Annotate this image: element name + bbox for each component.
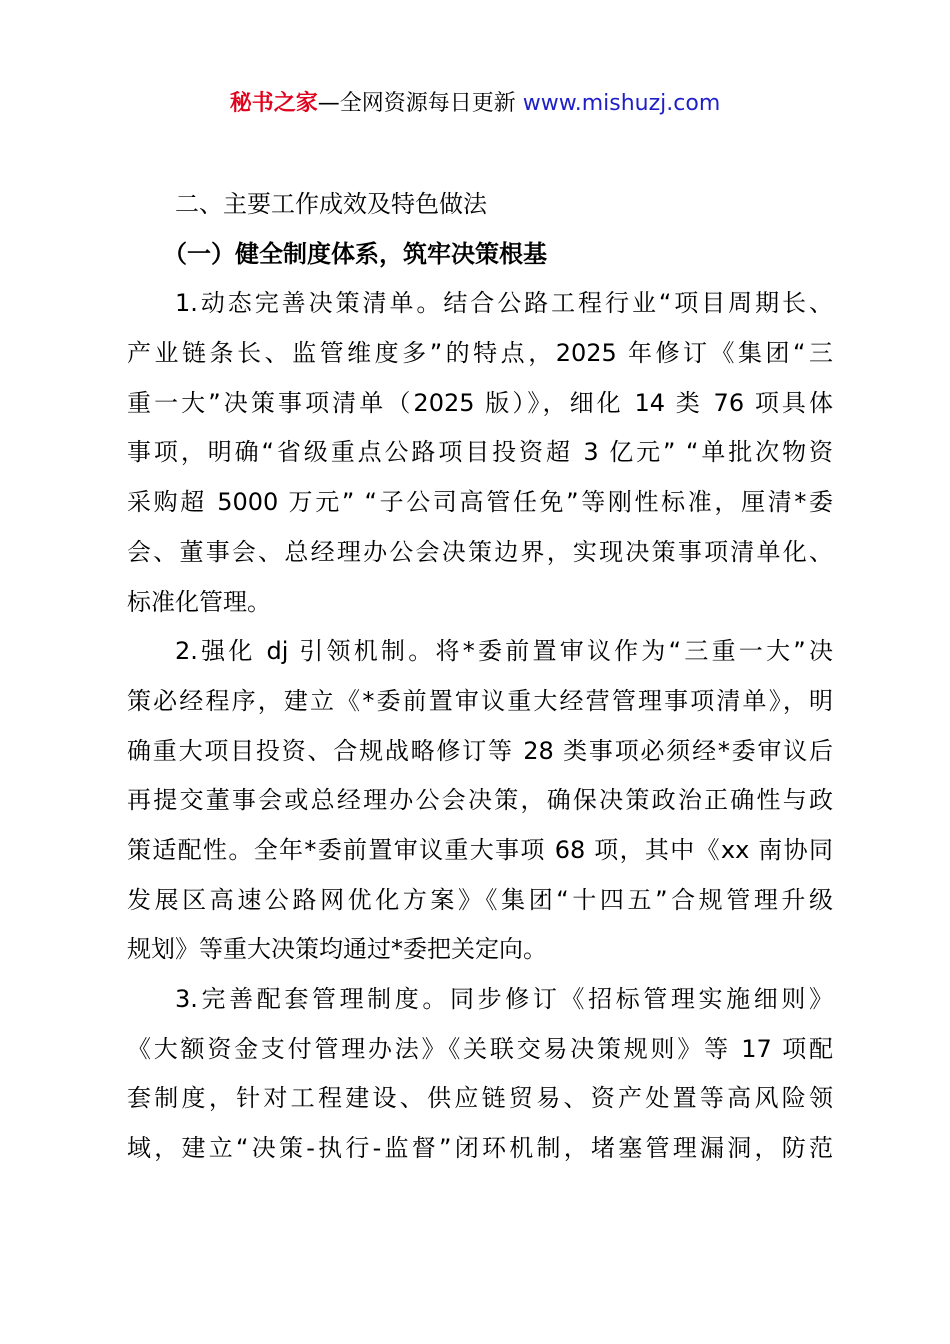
watermark-header [0,86,950,122]
paragraph-line: 标准化管理。 [127,587,271,616]
site-url[interactable]: www.mishuzj.com [522,91,721,116]
paragraph-line: 事项，明确“省级重点公路项目投资超 3 亿元” “单批次物资 [127,438,833,467]
paragraph-line: 2.强化 dj 引领机制。将*委前置审议作为“三重一大”决 [175,637,833,666]
section-heading: 二、主要工作成效及特色做法 [175,190,487,218]
paragraph-line: 策适配性。全年*委前置审议重大事项 68 项，其中《xx 南协同 [127,835,833,864]
paragraph-line: 重一大”决策事项清单（2025 版）》，细化 14 类 76 项具体 [127,388,833,417]
paragraph-line: 3.完善配套管理制度。同步修订《招标管理实施细则》 [175,985,833,1013]
paragraph-line: 规划》等重大决策均通过*委把关定向。 [127,935,547,964]
paragraph-line: 会、董事会、总经理办公会决策边界，实现决策事项清单化、 [127,537,833,566]
paragraph-line: 套制度，针对工程建设、供应链贸易、资产处置等高风险领 [127,1084,833,1113]
paragraph-line: 策必经程序，建立《*委前置审议重大经营管理事项清单》，明 [127,686,833,715]
paragraph-2 [127,627,833,975]
subsection-heading: （一）健全制度体系，筑牢决策根基 [163,239,547,268]
paragraph-1 [127,279,833,627]
paragraph-line: 域，建立“决策-执行-监督”闭环机制，堵塞管理漏洞，防范 [127,1134,833,1163]
paragraph-3 [127,975,833,1174]
paragraph-line: 发展区高速公路网优化方案》《集团“十四五”合规管理升级 [127,885,833,914]
paragraph-line: 确重大项目投资、合规战略修订等 28 类事项必须经*委审议后 [127,736,833,765]
document-body [127,180,833,1174]
site-slogan: —全网资源每日更新 [317,91,523,116]
paragraph-line: 《大额资金支付管理办法》《关联交易决策规则》等 17 项配 [127,1034,833,1063]
paragraph-line: 采购超 5000 万元” “子公司高管任免”等刚性标准，厘清*委 [127,488,833,517]
paragraph-line: 产业链条长、监管维度多”的特点，2025 年修订《集团“三 [127,339,833,368]
site-brand: 秘书之家 [229,91,318,116]
paragraph-line: 再提交董事会或总经理办公会决策，确保决策政治正确性与政 [127,786,833,815]
paragraph-line: 1.动态完善决策清单。结合公路工程行业“项目周期长、 [175,289,833,318]
